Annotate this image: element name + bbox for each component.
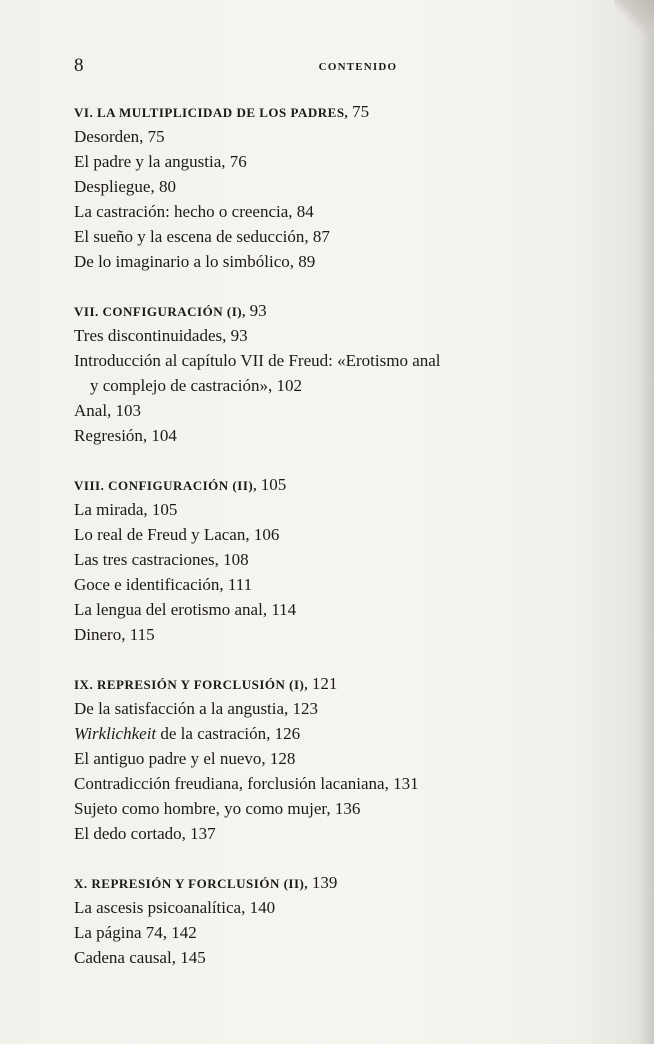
section-page: 75 — [352, 102, 370, 121]
toc-entry: El dedo cortado, 137 — [74, 824, 216, 843]
toc-section-vi — [74, 100, 574, 274]
section-heading — [74, 672, 574, 696]
toc-section-vii — [74, 299, 574, 448]
section-title: VI. LA MULTIPLICIDAD DE LOS PADRES, — [74, 105, 349, 120]
toc-section-x — [74, 871, 574, 970]
running-head: CONTENIDO — [318, 61, 398, 73]
toc-entry-italic — [74, 721, 574, 746]
toc-entry: De la satisfacción a la angustia, 123 — [74, 699, 319, 718]
section-page: 139 — [311, 873, 338, 892]
toc-entry: Anal, 103 — [74, 401, 142, 420]
section-heading — [74, 473, 574, 497]
section-title: VIII. CONFIGURACIÓN (II), — [74, 478, 257, 493]
toc-entry: Las tres castraciones, 108 — [74, 550, 249, 569]
toc-entry: Cadena causal, 145 — [74, 948, 206, 967]
section-page: 105 — [260, 475, 287, 494]
toc-entry: Dinero, 115 — [74, 625, 155, 644]
section-heading — [74, 100, 574, 124]
italic-term: Wirklichkeit — [74, 724, 157, 743]
toc-entry: La mirada, 105 — [74, 500, 178, 519]
toc-entry: Lo real de Freud y Lacan, 106 — [74, 525, 280, 544]
page-edge-shadow — [640, 0, 654, 1044]
toc-entry: Despliegue, 80 — [74, 177, 176, 196]
toc-entry: La lengua del erotismo anal, 114 — [74, 600, 297, 619]
toc-section-viii — [74, 473, 574, 647]
toc-entry: Regresión, 104 — [74, 426, 177, 445]
table-of-contents — [74, 100, 574, 995]
toc-entry: Sujeto como hombre, yo como mujer, 136 — [74, 799, 361, 818]
toc-entry: Tres discontinuidades, 93 — [74, 326, 248, 345]
toc-section-ix — [74, 672, 574, 846]
toc-entry: El antiguo padre y el nuevo, 128 — [74, 749, 296, 768]
section-page: 121 — [311, 674, 338, 693]
toc-entry: Desorden, 75 — [74, 127, 165, 146]
section-heading — [74, 871, 574, 895]
toc-entry: Introducción al capítulo VII de Freud: «Erotismo anal — [74, 351, 441, 370]
section-title: IX. REPRESIÓN Y FORCLUSIÓN (I), — [74, 677, 309, 692]
toc-entry: Goce e identificación, 111 — [74, 575, 253, 594]
page-corner-fold — [614, 0, 654, 40]
toc-entry-continuation: y complejo de castración», 102 — [90, 376, 302, 395]
toc-entry: De lo imaginario a lo simbólico, 89 — [74, 252, 316, 271]
section-title: VII. CONFIGURACIÓN (I), — [74, 304, 246, 319]
section-title: X. REPRESIÓN Y FORCLUSIÓN (II), — [74, 876, 309, 891]
toc-entry: Contradicción freudiana, forclusión lacaniana, 131 — [74, 774, 419, 793]
page-header — [74, 54, 554, 78]
entry-rest: de la castración, 126 — [156, 724, 301, 743]
page-number: 8 — [74, 55, 84, 76]
section-page: 93 — [249, 301, 267, 320]
toc-entry: La castración: hecho o creencia, 84 — [74, 202, 314, 221]
toc-entry: El sueño y la escena de seducción, 87 — [74, 227, 330, 246]
section-heading — [74, 299, 574, 323]
toc-entry: La página 74, 142 — [74, 923, 197, 942]
toc-entry: El padre y la angustia, 76 — [74, 152, 247, 171]
toc-entry: La ascesis psicoanalítica, 140 — [74, 898, 276, 917]
